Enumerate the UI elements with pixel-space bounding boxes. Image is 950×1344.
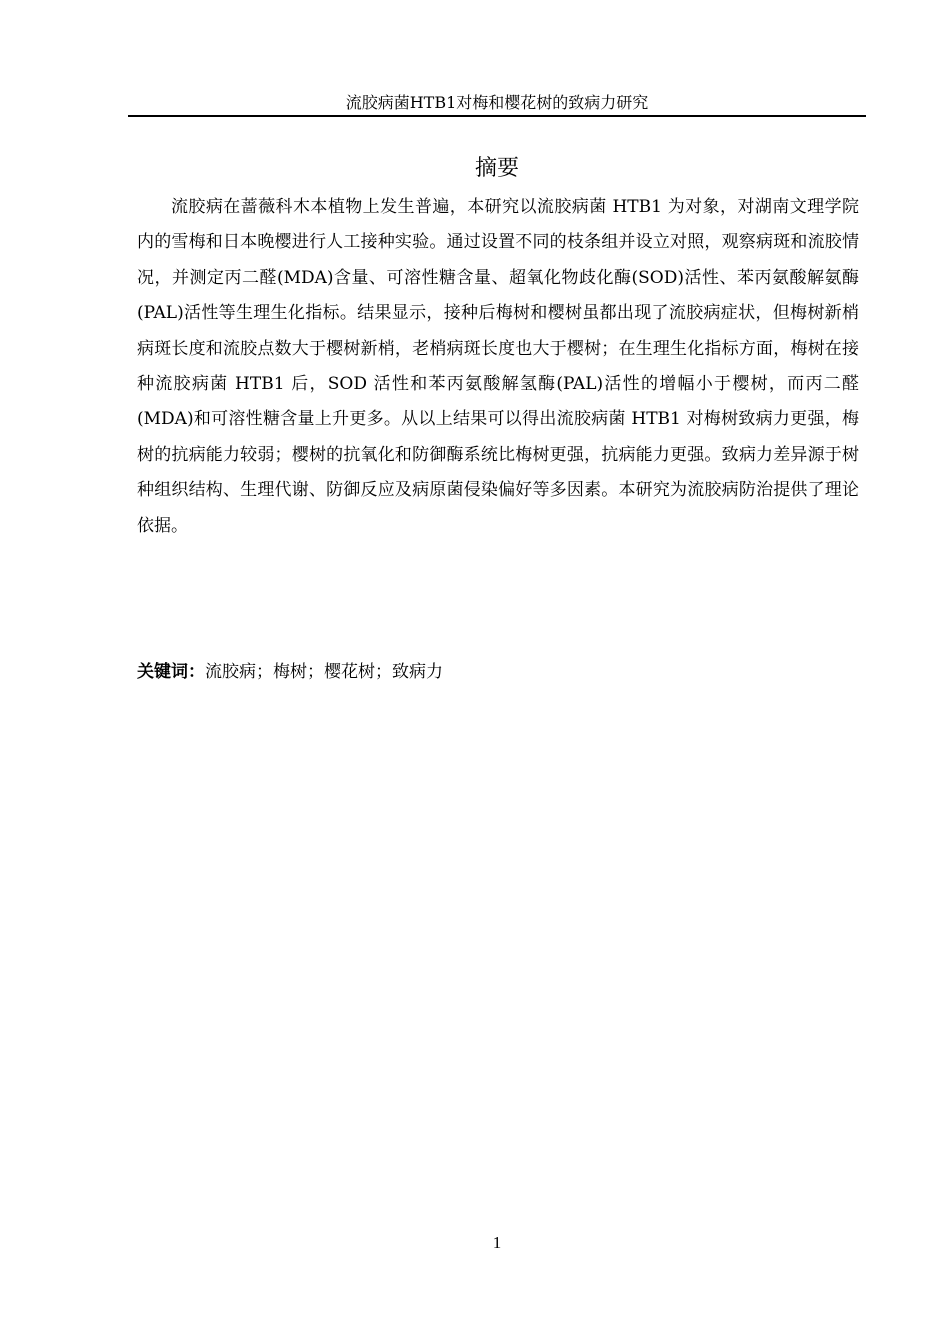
abstract-title: 摘要 [474,156,519,181]
running-header: 流胶病菌HTB1对梅和樱花树的致病力研究 [345,93,649,112]
keywords-label: 关键词： [137,662,205,682]
keywords-value: 流胶病；梅树；樱花树；致病力 [205,662,443,682]
header-rule [128,115,866,117]
keywords-line [137,658,859,686]
page-number: 1 [492,1233,502,1252]
abstract-body: 流胶病在蔷薇科木本植物上发生普遍，本研究以流胶病菌 HTB1 为对象，对湖南文理学院内的雪梅和日本晚樱进行人工接种实验。通过设置不同的枝条组并设立对照，观察病斑和流胶情况，并测定丙二醛(MDA)含量、可溶性糖含量、超氧化物歧化酶(SOD)活性、苯丙氨酸解氨酶(PAL)活性等生理生化指标。结果显示，接种后梅树和樱树虽都出现了流胶病症状，但梅树新梢病斑长度和流胶点数大于樱树新梢，老梢病斑长度也大于樱树；在生理生化指标方面，梅树在接种流胶病菌 HTB1 后，SOD 活性和苯丙氨酸解氢酶(PAL)活性的增幅小于樱树，而丙二醛(MDA)和可溶性糖含量上升更多。从以上结果可以得出流胶病菌 HTB1 对梅树致病力更强，梅树的抗病能力较弱；樱树的抗氧化和防御酶系统比梅树更强，抗病能力更强。致病力差异源于树种组织结构、生理代谢、防御反应及病原菌侵染偏好等多因素。本研究为流胶病防治提供了理论依据。 [137,197,859,536]
